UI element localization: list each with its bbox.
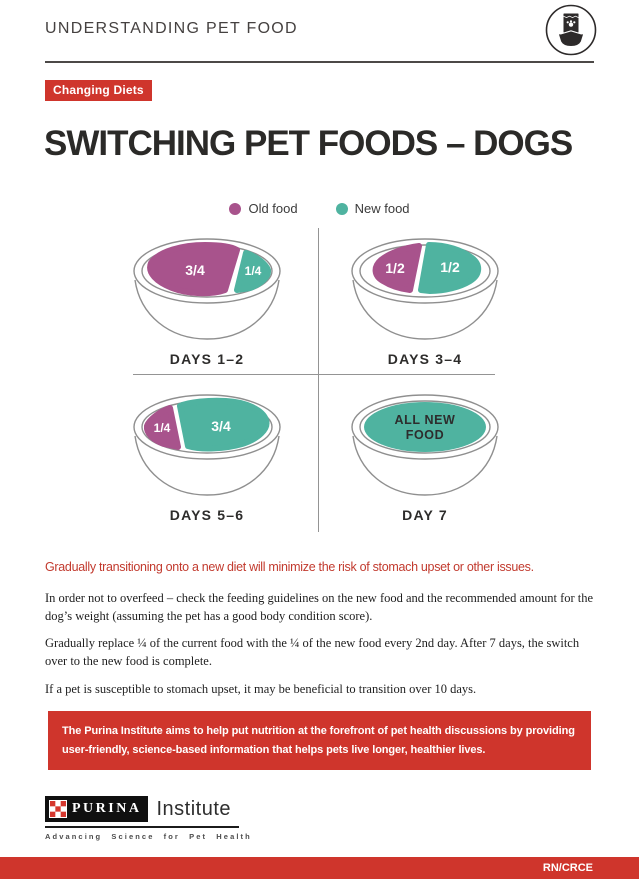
bowl-days-1-2 <box>104 233 310 367</box>
old-food-dot-icon <box>229 203 241 215</box>
slice-value-line1: ALL NEW <box>394 413 456 427</box>
purina-wordmark: PURINA <box>72 801 142 816</box>
section-badge: Changing Diets <box>45 80 152 101</box>
grid-divider-horizontal <box>133 374 495 375</box>
bowl-graphic-days-5-6 <box>127 389 287 501</box>
bowl-day-7 <box>322 389 528 523</box>
footer-code: RN/CRCE <box>542 862 593 874</box>
logo-tagline: Advancing Science for Pet Health <box>45 832 252 841</box>
grid-divider-vertical <box>318 228 319 532</box>
slice-value-line2: FOOD <box>405 428 445 442</box>
legend-label-old: Old food <box>248 201 298 216</box>
slice-value: 3/4 <box>211 418 231 434</box>
bowl-graphic-days-1-2 <box>127 233 287 345</box>
bowl-days-3-4 <box>322 233 528 367</box>
day-label: DAYS 5–6 <box>169 507 245 523</box>
purina-logo <box>45 796 148 822</box>
day-label: DAYS 3–4 <box>387 351 463 367</box>
slice-value: 1/2 <box>440 259 460 275</box>
legend-item-old-food <box>229 201 297 216</box>
logo-row <box>45 796 239 828</box>
paragraph-1: In order not to overfeed – check the feeding guidelines on the new food and the recommended amount for the dog’s weight (assuming the pet has a good body condition score). <box>45 591 594 624</box>
highlight-text: Gradually transitioning onto a new diet will minimize the risk of stomach upset or other issues. <box>45 560 534 574</box>
legend <box>0 201 639 216</box>
header-title: UNDERSTANDING PET FOOD <box>45 20 298 37</box>
institute-wordmark: Institute <box>156 797 231 820</box>
body-text <box>45 589 597 707</box>
header-divider <box>45 61 594 63</box>
day-label: DAY 7 <box>402 507 448 523</box>
slice-value: 3/4 <box>185 262 205 278</box>
checkerboard-icon <box>49 800 67 818</box>
legend-label-new: New food <box>354 201 410 216</box>
mission-callout: The Purina Institute aims to help put nutrition at the forefront of pet health discussions by providing user-friendly, science-based information that helps pets live longer, healthier lives. <box>48 711 591 770</box>
paragraph-3: If a pet is susceptible to stomach upset, it may be beneficial to transition over 10 days. <box>45 681 477 696</box>
slice-value: 1/2 <box>385 260 405 276</box>
pet-food-bowl-icon <box>543 3 599 59</box>
bowl-graphic-day-7 <box>345 389 505 501</box>
bowl-days-5-6 <box>104 389 310 523</box>
bowl-graphic-days-3-4 <box>345 233 505 345</box>
slice-value: 1/4 <box>244 264 262 278</box>
new-food-slice <box>364 402 486 452</box>
footer-bar <box>0 857 639 879</box>
new-food-dot-icon <box>336 203 348 215</box>
slice-value: 1/4 <box>153 421 171 435</box>
legend-item-new-food <box>336 201 410 216</box>
purina-institute-logo <box>45 796 252 841</box>
page-title: SWITCHING PET FOODS – DOGS <box>44 124 573 163</box>
paragraph-2: Gradually replace ¼ of the current food with the ¼ of the new food every 2nd day. After 7 days, the switch over to the new food is complete. <box>45 636 580 669</box>
day-label: DAYS 1–2 <box>169 351 245 367</box>
